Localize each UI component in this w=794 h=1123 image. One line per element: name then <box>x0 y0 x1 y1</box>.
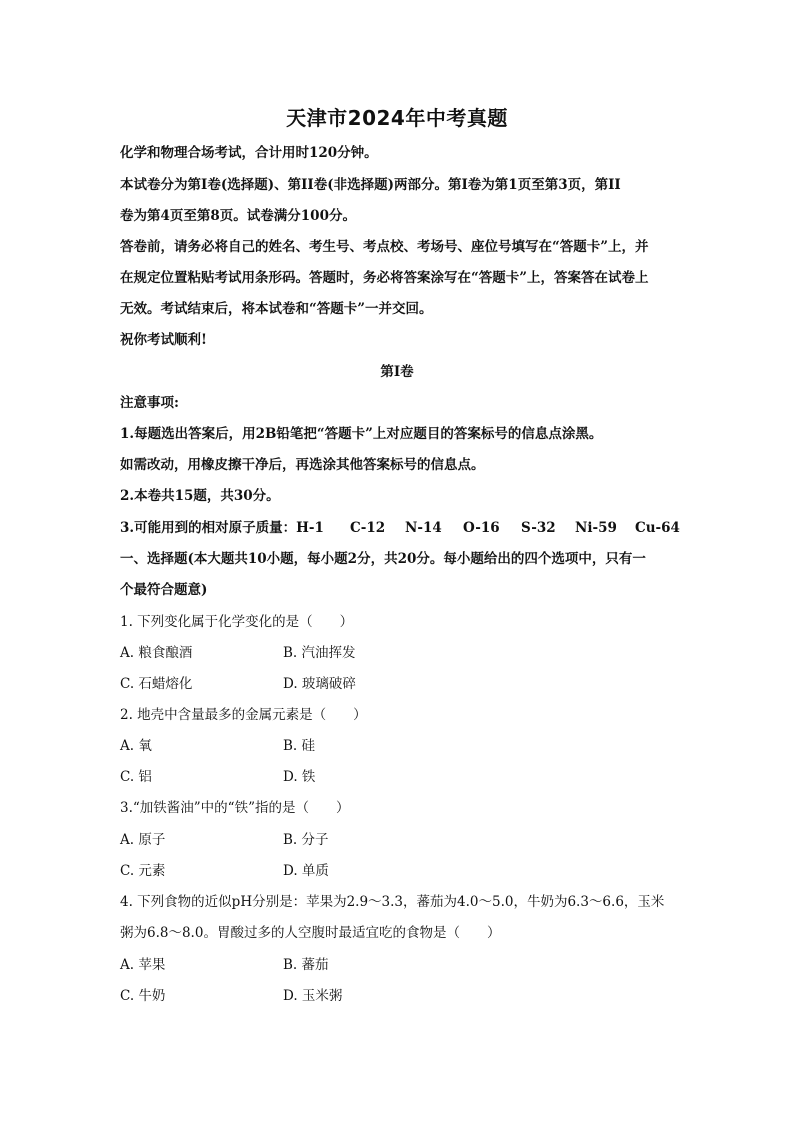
option-a: A. 苹果 <box>120 957 166 973</box>
option-b: B. 硅 <box>283 738 316 754</box>
option-b: B. 分子 <box>283 832 329 848</box>
question-stem: 2. 地壳中含量最多的金属元素是（ ） <box>120 707 367 723</box>
note-line: 2.本卷共15题，共30分。 <box>120 488 280 504</box>
section-title: 第I卷 <box>380 364 414 380</box>
question-stem: 3.“加铁酱油”中的“铁”指的是（ ） <box>120 800 350 816</box>
part-heading: 一、选择题(本大题共10小题，每小题2分，共20分。每小题给出的四个选项中，只有一 <box>120 551 646 567</box>
intro-line: 无效。考试结束后，将本试卷和“答题卡”一并交回。 <box>120 301 433 317</box>
option-b: B. 汽油挥发 <box>283 645 356 661</box>
page-title: 天津市2024年中考真题 <box>286 106 508 130</box>
intro-line: 本试卷分为第I卷(选择题)、第II卷(非选择题)两部分。第I卷为第1页至第3页，第II <box>120 177 621 193</box>
notes-heading: 注意事项: <box>120 395 179 411</box>
question-stem: 4. 下列食物的近似pH分别是：苹果为2.9～3.3，蕃茄为4.0～5.0，牛奶为6.3～6.6，玉米 <box>120 894 665 910</box>
option-d: D. 玉米粥 <box>283 988 343 1004</box>
option-a: A. 氧 <box>120 738 152 754</box>
atomic-mass-label: 3.可能用到的相对原子质量：H-1 <box>120 520 324 536</box>
part-heading: 个最符合题意) <box>120 582 208 598</box>
atomic-mass-item: Cu-64 <box>635 520 680 536</box>
intro-line: 在规定位置粘贴考试用条形码。答题时，务必将答案涂写在“答题卡”上，答案答在试卷上 <box>120 270 649 286</box>
intro-line: 化学和物理合场考试，合计用时120分钟。 <box>120 145 378 161</box>
option-d: D. 铁 <box>283 769 316 785</box>
note-line: 1.每题选出答案后，用2B铅笔把“答题卡”上对应题目的答案标号的信息点涂黑。 <box>120 426 603 442</box>
intro-line: 祝你考试顺利! <box>120 332 207 348</box>
option-c: C. 元素 <box>120 863 166 879</box>
option-c: C. 牛奶 <box>120 988 166 1004</box>
option-d: D. 单质 <box>283 863 329 879</box>
note-line: 如需改动，用橡皮擦干净后，再选涂其他答案标号的信息点。 <box>120 457 485 473</box>
option-c: C. 铝 <box>120 769 152 785</box>
option-b: B. 蕃茄 <box>283 957 329 973</box>
option-c: C. 石蜡熔化 <box>120 676 193 692</box>
intro-line: 卷为第4页至第8页。试卷满分100分。 <box>120 208 356 224</box>
option-d: D. 玻璃破碎 <box>283 676 356 692</box>
intro-line: 答卷前，请务必将自己的姓名、考生号、考点校、考场号、座位号填写在“答题卡”上，并 <box>120 239 649 255</box>
atomic-mass-item: O-16 <box>463 520 500 536</box>
atomic-mass-item: S-32 <box>521 520 556 536</box>
atomic-mass-item: N-14 <box>405 520 442 536</box>
question-stem: 1. 下列变化属于化学变化的是（ ） <box>120 614 354 630</box>
atomic-mass-item: Ni-59 <box>575 520 617 536</box>
atomic-mass-item: C-12 <box>350 520 386 536</box>
option-a: A. 原子 <box>120 832 166 848</box>
question-stem: 粥为6.8～8.0。胃酸过多的人空腹时最适宜吃的食物是（ ） <box>120 925 501 941</box>
option-a: A. 粮食酿酒 <box>120 645 193 661</box>
